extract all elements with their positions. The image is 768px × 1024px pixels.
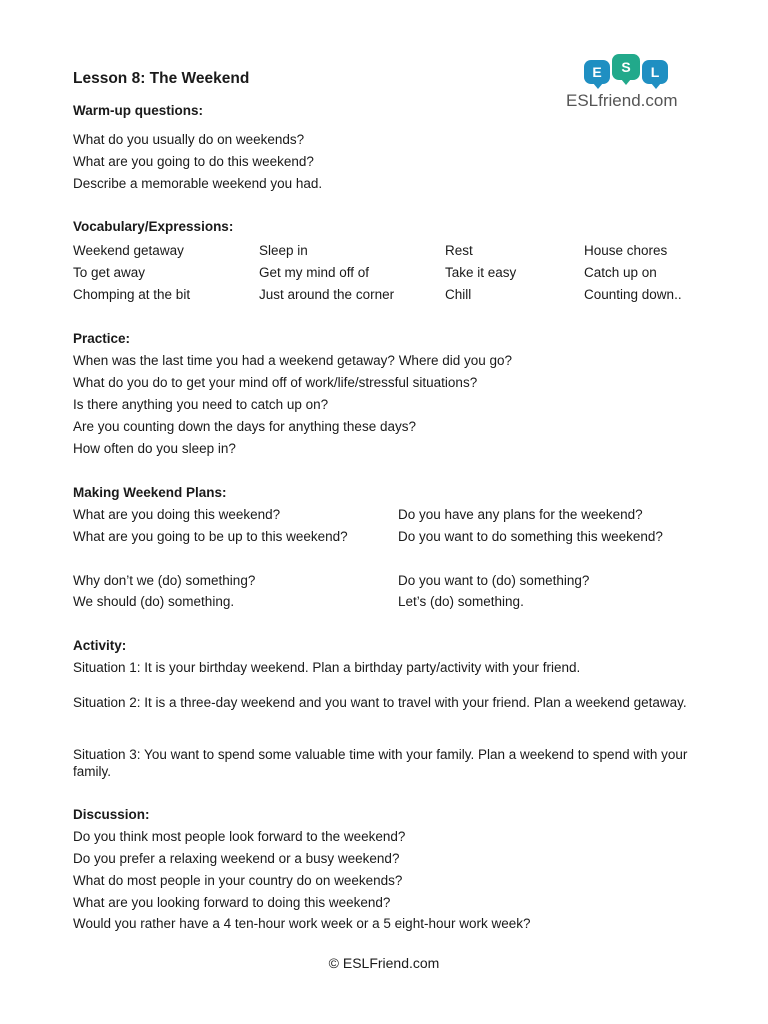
practice-question: How often do you sleep in? xyxy=(73,441,236,456)
vocab-term: Take it easy xyxy=(445,265,517,280)
plans-phrase: Do you have any plans for the weekend? xyxy=(398,507,643,522)
practice-question: What do you do to get your mind off of work/life/stressful situations? xyxy=(73,375,478,390)
vocab-term: Sleep in xyxy=(259,243,308,258)
copyright-footer: © ESLFriend.com xyxy=(328,955,440,971)
plans-phrase: We should (do) something. xyxy=(73,594,235,609)
eslfriend-logo xyxy=(566,54,686,114)
practice-heading: Practice: xyxy=(73,331,131,346)
speech-bubbles-icon xyxy=(584,54,668,88)
vocab-term: House chores xyxy=(584,243,668,258)
vocab-heading: Vocabulary/Expressions: xyxy=(73,219,234,234)
logo-text: ESLfriend.com xyxy=(566,91,678,110)
practice-question: Is there anything you need to catch up on? xyxy=(73,397,329,412)
vocab-term: Weekend getaway xyxy=(73,243,184,258)
vocab-term: To get away xyxy=(73,265,146,280)
plans-heading: Making Weekend Plans: xyxy=(73,485,227,500)
discussion-heading: Discussion: xyxy=(73,807,150,822)
vocab-term: Get my mind off of xyxy=(259,265,370,280)
vocab-term: Rest xyxy=(445,243,473,258)
page-title: Lesson 8: The Weekend xyxy=(73,70,250,87)
vocab-term: Just around the corner xyxy=(259,287,395,302)
warmup-question: What do you usually do on weekends? xyxy=(73,132,305,147)
plans-phrase: Do you want to do something this weekend? xyxy=(398,529,663,544)
logo-letter-l: L xyxy=(642,60,668,84)
plans-phrase: What are you going to be up to this weekend? xyxy=(73,529,348,544)
activity-situation: Situation 1: It is your birthday weekend. Plan a birthday party/activity with your friend. xyxy=(73,660,581,675)
discussion-question: Would you rather have a 4 ten-hour work week or a 5 eight-hour work week? xyxy=(73,916,531,931)
warmup-question: Describe a memorable weekend you had. xyxy=(73,176,323,191)
plans-phrase: Why don’t we (do) something? xyxy=(73,573,256,588)
discussion-question: Do you prefer a relaxing weekend or a busy weekend? xyxy=(73,851,400,866)
vocab-term: Chomping at the bit xyxy=(73,287,191,302)
plans-phrase: Do you want to (do) something? xyxy=(398,573,590,588)
discussion-question: Do you think most people look forward to the weekend? xyxy=(73,829,406,844)
activity-situation: Situation 3: You want to spend some valuable time with your family. Plan a weekend to spend with your family. xyxy=(73,747,688,779)
discussion-question: What do most people in your country do on weekends? xyxy=(73,873,403,888)
activity-heading: Activity: xyxy=(73,638,127,653)
plans-phrase: Let’s (do) something. xyxy=(398,594,524,609)
discussion-question: What are you looking forward to doing this weekend? xyxy=(73,895,391,910)
practice-question: Are you counting down the days for anything these days? xyxy=(73,419,416,434)
vocab-term: Counting down.. xyxy=(584,287,682,302)
vocab-term: Chill xyxy=(445,287,472,302)
logo-letter-s: S xyxy=(612,54,640,80)
warmup-question: What are you going to do this weekend? xyxy=(73,154,314,169)
warmup-heading: Warm-up questions: xyxy=(73,103,203,118)
vocab-term: Catch up on xyxy=(584,265,657,280)
activity-situation: Situation 2: It is a three-day weekend and you want to travel with your friend. Plan a weekend getaway. xyxy=(73,695,687,710)
plans-phrase: What are you doing this weekend? xyxy=(73,507,281,522)
practice-question: When was the last time you had a weekend getaway? Where did you go? xyxy=(73,353,513,368)
logo-letter-e: E xyxy=(584,60,610,84)
